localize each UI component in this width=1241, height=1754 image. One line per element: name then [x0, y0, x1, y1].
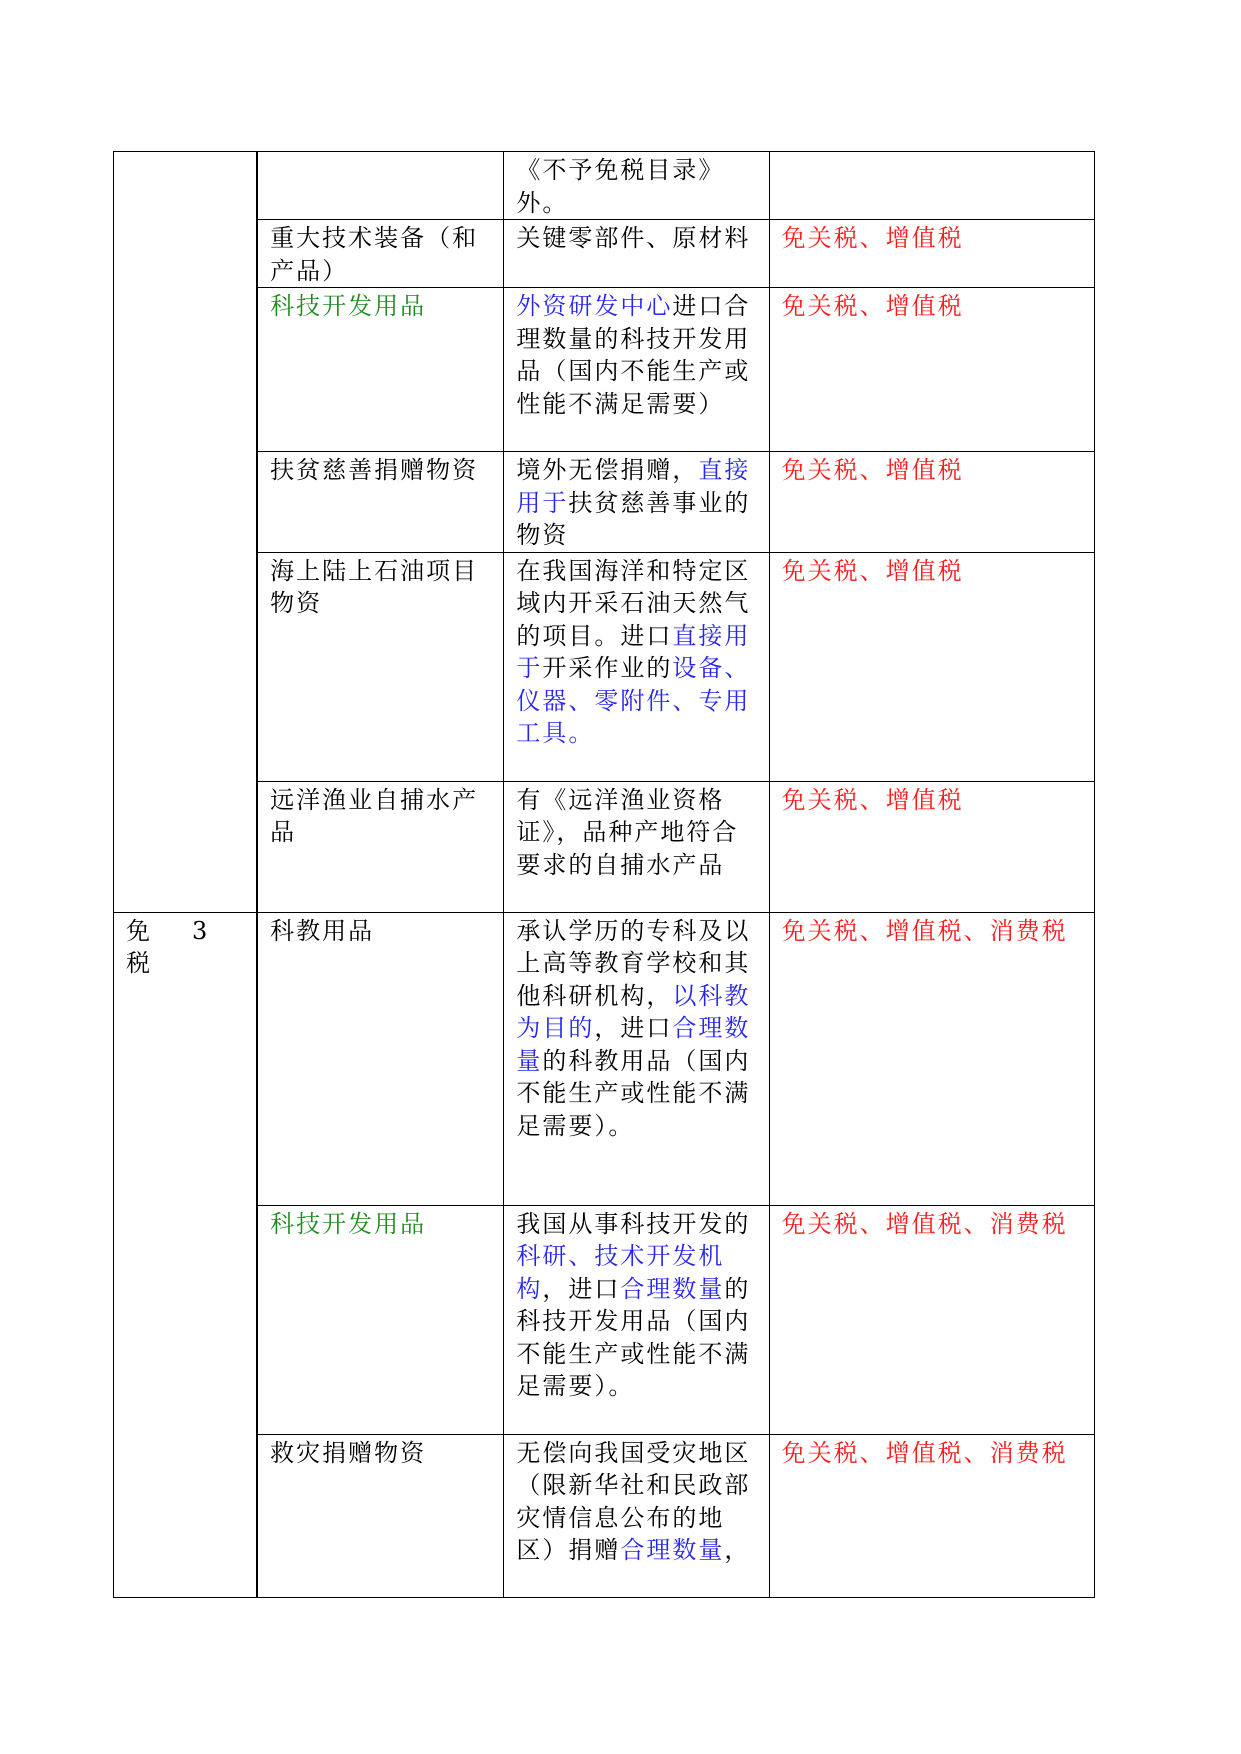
tax-cell	[769, 452, 1094, 553]
condition-text: 合理数量	[620, 1274, 725, 1303]
tax-cell	[769, 1434, 1094, 1597]
condition-cell	[504, 552, 769, 781]
table-row	[114, 452, 1095, 553]
tax-text: 免关税、增值税	[781, 456, 964, 484]
table-body	[114, 152, 1095, 1598]
tax-cell	[769, 781, 1094, 912]
condition-cell	[504, 1205, 769, 1434]
category-label: 免	[126, 916, 152, 945]
condition-text: ，进口	[542, 1274, 621, 1303]
condition-cell	[504, 1434, 769, 1597]
item-cell	[257, 552, 504, 781]
item-text: 扶贫慈善捐赠物资	[270, 456, 479, 484]
condition-text: 扶贫慈善事业的物资	[516, 488, 751, 549]
item-text: 科技开发用品	[270, 1209, 427, 1238]
condition-text: 以科教为目的	[516, 981, 751, 1042]
condition-cell	[504, 220, 769, 288]
condition-text: 科研、技术开发机构	[516, 1242, 725, 1303]
condition-text: 设备、仪器、零附件、专用工具。	[516, 654, 751, 747]
category-cell	[114, 152, 258, 913]
condition-cell	[504, 781, 769, 912]
condition-text: ，	[724, 1536, 751, 1564]
category-cell	[114, 912, 258, 1597]
tax-cell	[769, 552, 1094, 781]
table-row	[114, 288, 1095, 452]
table-row	[114, 912, 1095, 1205]
item-text: 科教用品	[270, 916, 375, 945]
category-count: 3	[192, 916, 210, 945]
item-cell	[257, 912, 504, 1205]
tax-cell	[769, 912, 1094, 1205]
condition-text: 在我国海洋和特定区域内开采石油天然气的项目。进口	[516, 556, 751, 650]
condition-text: 关键零部件、原材料	[516, 224, 751, 252]
table-row	[114, 220, 1095, 288]
condition-text: 直接用于	[516, 456, 751, 517]
item-cell	[257, 288, 504, 452]
item-cell	[257, 781, 504, 912]
condition-text: 外资研发中心	[516, 292, 673, 320]
condition-text: 的科教用品（国内不能生产或性能不满足需要）。	[516, 1046, 751, 1140]
table-row	[114, 152, 1095, 220]
item-cell	[257, 220, 504, 288]
condition-cell	[504, 912, 769, 1205]
tax-text: 免关税、增值税	[781, 292, 964, 320]
condition-text: 无偿向我国受灾地区（限新华社和民政部灾情信息公布的地区）捐赠	[516, 1438, 751, 1564]
condition-text: 承认学历的专科及以上高等教育学校和其他科研机构，	[516, 916, 751, 1010]
tax-text: 免关税、增值税、消费税	[781, 1209, 1068, 1238]
condition-cell	[504, 152, 769, 220]
item-cell	[257, 1434, 504, 1597]
condition-text: 直接用于	[516, 621, 751, 682]
table-row	[114, 1434, 1095, 1597]
tax-text: 免关税、增值税	[781, 785, 964, 814]
item-cell	[257, 452, 504, 553]
tax-cell	[769, 152, 1094, 220]
condition-text: 合理数量	[516, 1014, 751, 1075]
condition-text: 开采作业的	[542, 654, 673, 682]
table-row	[114, 1205, 1095, 1434]
tax-exemption-table	[113, 151, 1095, 1598]
item-cell	[257, 152, 504, 220]
item-text: 海上陆上石油项目物资	[270, 556, 479, 617]
condition-text: 外。	[516, 188, 569, 217]
table-row	[114, 552, 1095, 781]
tax-cell	[769, 288, 1094, 452]
condition-text: 境外无偿捐赠，	[516, 456, 699, 484]
tax-text: 免关税、增值税、消费税	[781, 916, 1068, 945]
condition-text: 我国从事科技开发的	[516, 1209, 751, 1238]
item-text: 救灾捐赠物资	[270, 1438, 427, 1467]
tax-text: 免关税、增值税	[781, 224, 964, 252]
item-text: 远洋渔业自捕水产品	[270, 785, 479, 846]
tax-text: 免关税、增值税	[781, 556, 964, 585]
tax-text: 免关税、增值税、消费税	[781, 1438, 1068, 1467]
condition-cell	[504, 452, 769, 553]
tax-cell	[769, 1205, 1094, 1434]
item-text: 重大技术装备（和产品）	[270, 224, 479, 285]
condition-text: 《不予免税目录》	[516, 156, 725, 184]
condition-text: 进口合理数量的科技开发用品（国内不能生产或性能不满足需要）	[516, 292, 751, 418]
item-cell	[257, 1205, 504, 1434]
condition-text: 的科技开发用品（国内不能生产或性能不满足需要）。	[516, 1274, 751, 1400]
condition-text: 合理数量	[620, 1536, 725, 1564]
tax-cell	[769, 220, 1094, 288]
condition-text: 有《远洋渔业资格证》，品种产地符合要求的自捕水产品	[516, 785, 739, 879]
item-text: 科技开发用品	[270, 292, 427, 320]
condition-cell	[504, 288, 769, 452]
condition-text: ，进口	[594, 1014, 673, 1042]
category-label-tail: 税	[126, 949, 152, 977]
table-row	[114, 781, 1095, 912]
